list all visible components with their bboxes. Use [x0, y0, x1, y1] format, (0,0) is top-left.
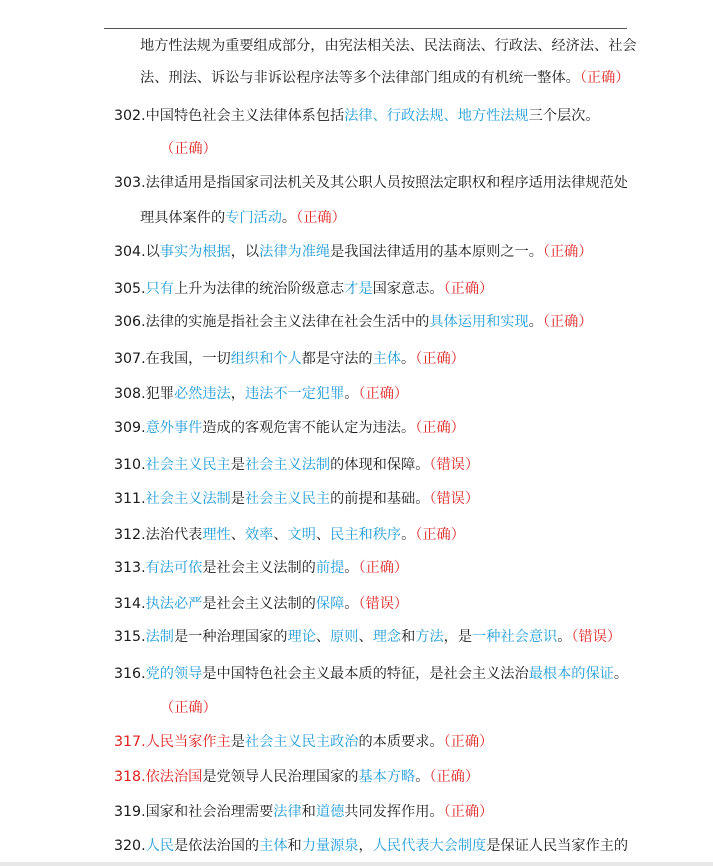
highlight-term: 民主和秩序 [330, 527, 402, 543]
highlight-term: 违法不一定犯罪 [244, 386, 345, 402]
text-segment: 316. [114, 666, 146, 682]
text-line [114, 243, 593, 261]
text-segment: ， [230, 386, 245, 402]
highlight-term: 社会主义民主 [145, 457, 231, 473]
highlight-term: 事实为根据 [159, 244, 231, 260]
text-segment: 304.以 [114, 244, 160, 260]
text-line [114, 768, 479, 786]
text-segment: 和 [401, 629, 416, 645]
highlight-term: 人民 [145, 838, 174, 854]
text-segment: 。 [344, 386, 359, 402]
text-segment: 是一种治理国家的 [173, 629, 288, 645]
highlight-term: 前提 [315, 560, 345, 576]
highlight-term: 只有 [145, 281, 174, 297]
text-line [114, 595, 408, 613]
text-segment: 。 [557, 629, 572, 645]
text-segment: 313. [114, 560, 146, 576]
text-line [114, 313, 593, 331]
text-line [114, 350, 465, 368]
text-segment: 上升为法律的统治阶级意志 [173, 281, 345, 297]
text-segment: 是我国法律适用的基本原则之一。 [330, 244, 543, 260]
highlight-term: 必然违法 [173, 386, 231, 402]
text-line [140, 69, 629, 87]
highlight-term: 道德 [315, 804, 345, 820]
answer-mark: （正确） [443, 281, 494, 297]
text-segment: 305. [114, 281, 146, 297]
answer-mark: （正确） [296, 210, 346, 226]
text-line [160, 140, 217, 158]
text-segment: 303.法律适用是指国家司法机关及其公职人员按照法定职权和程序适用法律规范处 [114, 175, 628, 191]
text-segment: 是中国特色社会主义最本质的特征，是社会主义法治 [202, 666, 529, 682]
text-segment: 是依法治国的 [173, 838, 260, 854]
text-segment: 。 [415, 769, 430, 785]
text-line [114, 665, 628, 683]
answer-mark: （正确） [160, 141, 217, 157]
text-segment: 。 [401, 351, 416, 367]
text-line [114, 385, 408, 403]
highlight-term: 理念 [372, 629, 402, 645]
highlight-term: 具体运用和实现 [429, 314, 529, 330]
answer-mark: （正确） [542, 314, 593, 330]
text-segment: 的体现和保障。 [330, 457, 430, 473]
highlight-term: 基本方略 [358, 769, 416, 785]
text-segment: 311. [114, 491, 146, 507]
text-segment: 、 [230, 527, 245, 543]
text-segment: 320. [114, 838, 146, 854]
text-segment: 是保证人民当家作主的 [486, 838, 629, 854]
answer-mark: （正确） [358, 386, 409, 402]
highlight-term: 效率 [244, 527, 274, 543]
text-segment: 302.中国特色社会主义法律体系包括 [114, 108, 345, 124]
text-line [114, 456, 479, 474]
text-line [114, 526, 465, 544]
text-segment: 、 [273, 527, 288, 543]
text-line [114, 733, 493, 751]
text-segment: 、 [358, 629, 373, 645]
text-line [114, 419, 465, 437]
highlight-term: 社会主义民主 [244, 491, 331, 507]
highlight-term: 法律、行政法规、地方性法规 [344, 108, 529, 124]
answer-mark: （正确） [415, 527, 465, 543]
highlight-term: 最根本的保证 [528, 666, 614, 682]
text-segment: ，是 [443, 629, 473, 645]
text-segment: 。 [281, 210, 297, 226]
text-segment: 和 [287, 838, 302, 854]
answer-mark: （正确） [415, 420, 465, 436]
highlight-term: 才是 [344, 281, 373, 297]
page-bottom-edge [0, 862, 713, 866]
answer-mark: （正确） [542, 244, 593, 260]
text-segment: 是 [230, 734, 245, 750]
text-segment: 地方性法规为重要组成部分，由宪法相关法、民法商法、行政法、经济法、社会 [140, 38, 637, 54]
answer-mark: 317.人民当家作主 [114, 734, 231, 750]
highlight-term: 一种社会意识 [472, 629, 558, 645]
answer-mark: （正确） [415, 351, 465, 367]
text-segment: 。 [344, 596, 359, 612]
highlight-term: 法律 [273, 804, 302, 820]
text-segment: ，以 [230, 244, 260, 260]
highlight-term: 社会主义法制 [244, 457, 331, 473]
text-segment: 法、刑法、诉讼与非诉讼程序法等多个法律部门组成的有机统一整体。 [140, 70, 580, 86]
answer-mark: （错误） [429, 457, 480, 473]
text-segment: 是 [230, 457, 245, 473]
text-segment: 。 [528, 314, 543, 330]
text-segment: 314. [114, 596, 146, 612]
highlight-term: 保障 [315, 596, 345, 612]
text-segment: 319.国家和社会治理需要 [114, 804, 274, 820]
answer-mark: （正确） [443, 734, 494, 750]
answer-mark: （正确） [579, 70, 630, 86]
text-line [114, 837, 628, 855]
text-line [114, 174, 628, 192]
text-segment: 都是守法的 [301, 351, 373, 367]
text-segment: 312.法治代表 [114, 527, 203, 543]
highlight-term: 力量源泉 [301, 838, 359, 854]
highlight-term: 主体 [259, 838, 288, 854]
highlight-term: 方法 [415, 629, 444, 645]
text-segment: 315. [114, 629, 146, 645]
text-segment: 。 [613, 666, 629, 682]
text-segment: 是党领导人民治理国家的 [202, 769, 359, 785]
text-line [114, 803, 493, 821]
text-segment: 理具体案件的 [140, 210, 226, 226]
text-segment: 、 [315, 629, 331, 645]
highlight-term: 执法必严 [145, 596, 203, 612]
text-line [114, 107, 600, 125]
text-segment: 的前提和基础。 [330, 491, 430, 507]
highlight-term: 党的领导 [145, 666, 203, 682]
text-line [140, 209, 346, 227]
highlight-term: 专门活动 [225, 210, 282, 226]
highlight-term: 组织和个人 [230, 351, 302, 367]
text-line [114, 280, 493, 298]
highlight-term: 意外事件 [145, 420, 203, 436]
highlight-term: 文明 [287, 527, 316, 543]
highlight-term: 原则 [330, 629, 359, 645]
text-segment: 、 [315, 527, 331, 543]
text-segment: 造成的客观危害不能认定为违法。 [202, 420, 416, 436]
text-segment: 310. [114, 457, 146, 473]
text-segment: 是社会主义法制的 [202, 560, 316, 576]
text-line [160, 699, 217, 717]
answer-mark: （正确） [160, 700, 217, 716]
answer-mark: （错误） [429, 491, 480, 507]
highlight-term: 社会主义法制 [145, 491, 231, 507]
text-segment: ， [358, 838, 373, 854]
highlight-term: 主体 [372, 351, 402, 367]
text-segment: 307.在我国，一切 [114, 351, 231, 367]
header-rule [104, 28, 627, 29]
text-segment: 309. [114, 420, 146, 436]
answer-mark: （正确） [443, 804, 494, 820]
text-line [114, 628, 621, 646]
text-segment: 306.法律的实施是指社会主义法律在社会生活中的 [114, 314, 430, 330]
text-segment: 国家意志。 [372, 281, 444, 297]
text-segment: 的本质要求。 [358, 734, 444, 750]
answer-mark: （错误） [358, 596, 409, 612]
answer-mark: （正确） [358, 560, 409, 576]
highlight-term: 法制 [145, 629, 174, 645]
highlight-term: 法律为准绳 [259, 244, 331, 260]
highlight-term: 有法可依 [145, 560, 203, 576]
answer-mark: （错误） [571, 629, 622, 645]
text-segment: 。 [344, 560, 359, 576]
text-line [140, 37, 637, 55]
text-segment: 是社会主义法制的 [202, 596, 316, 612]
text-segment: 和 [301, 804, 316, 820]
highlight-term: 理性 [202, 527, 231, 543]
text-line [114, 559, 408, 577]
highlight-term: 理论 [287, 629, 316, 645]
text-segment: 共同发挥作用。 [344, 804, 444, 820]
text-segment: 是 [230, 491, 245, 507]
text-segment: 308.犯罪 [114, 386, 174, 402]
text-segment: 。 [401, 527, 416, 543]
text-line [114, 490, 479, 508]
answer-mark: 318.依法治国 [114, 769, 203, 785]
highlight-term: 人民代表大会制度 [372, 838, 487, 854]
answer-mark: （正确） [429, 769, 480, 785]
text-segment: 三个层次。 [528, 108, 600, 124]
highlight-term: 社会主义民主政治 [244, 734, 359, 750]
